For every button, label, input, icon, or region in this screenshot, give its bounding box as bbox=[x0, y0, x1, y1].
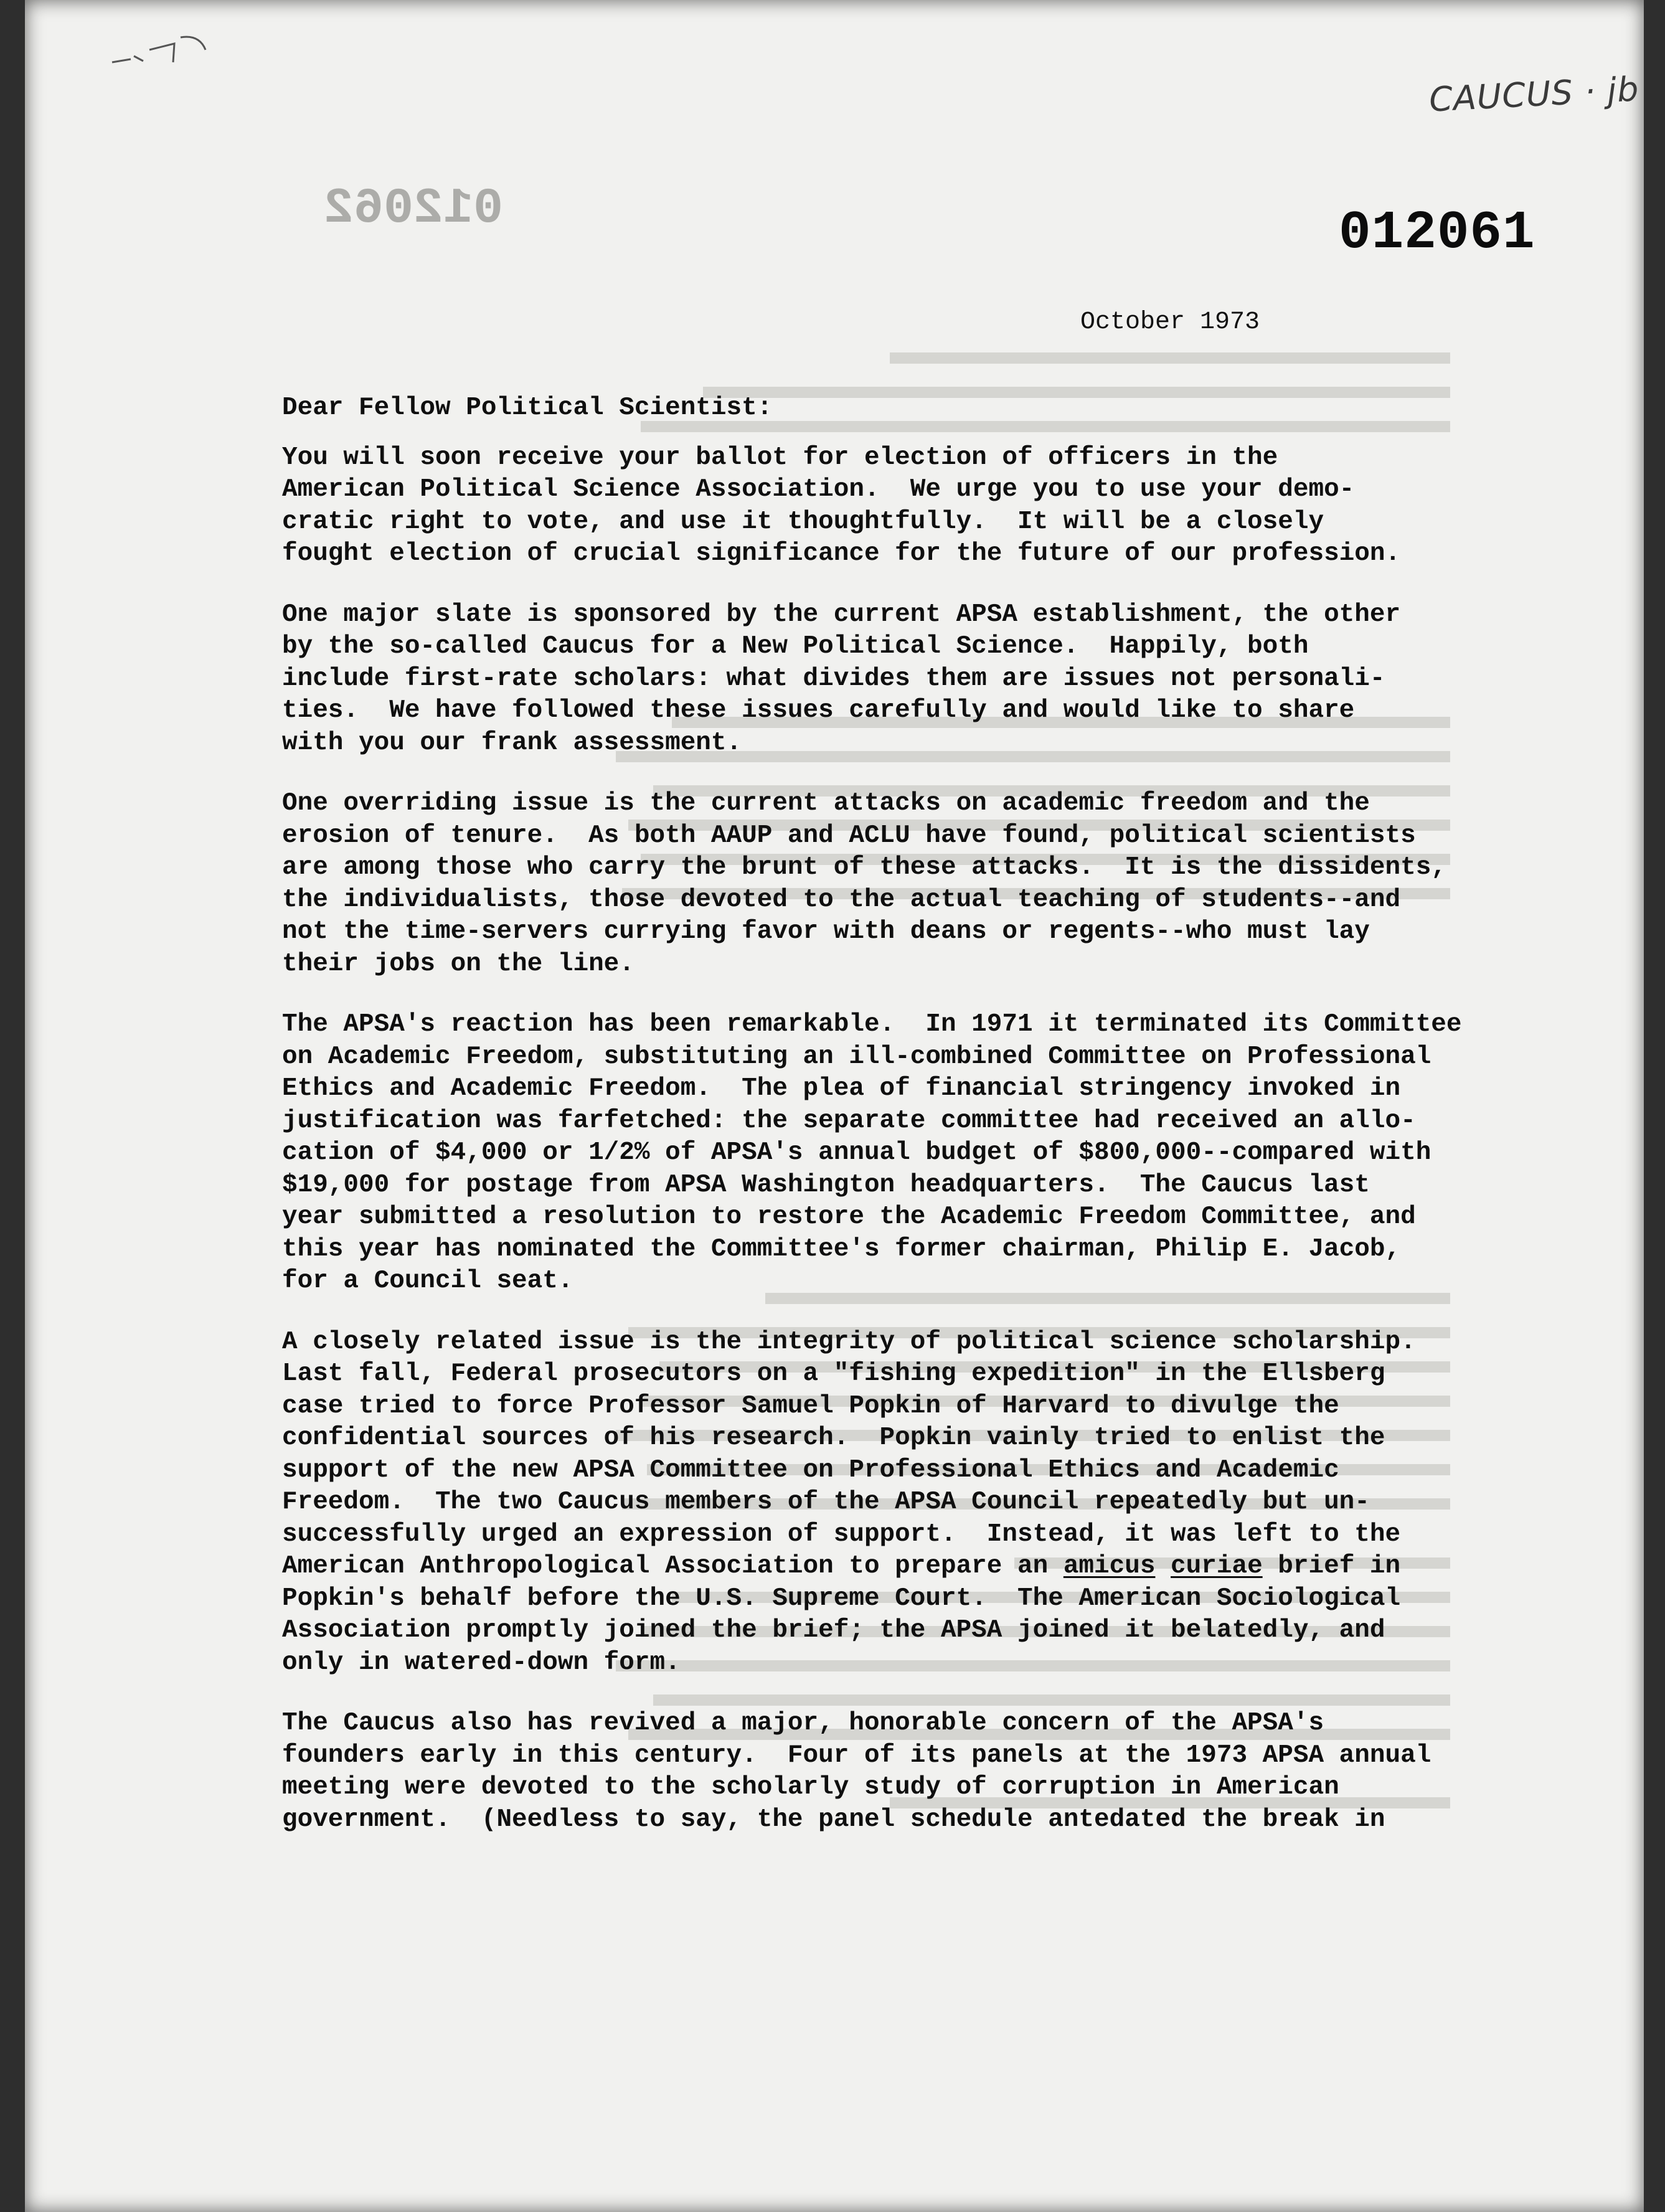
paragraph-line-with-underline bbox=[282, 1551, 1496, 1583]
paragraph-5 bbox=[282, 1326, 1496, 1680]
paragraph-6 bbox=[282, 1708, 1496, 1836]
paragraph-line: with you our frank assessment. bbox=[282, 728, 742, 757]
paragraph-line: justification was farfetched: the separate committee had received an allo- bbox=[282, 1106, 1416, 1135]
paragraph-line: successfully urged an expression of support. Instead, it was left to the bbox=[282, 1520, 1401, 1549]
paragraph-line: only in watered-down form. bbox=[282, 1648, 681, 1677]
paragraph-line: $19,000 for postage from APSA Washington headquarters. The Caucus last bbox=[282, 1170, 1370, 1199]
letter-date: October 1973 bbox=[1080, 308, 1260, 336]
paragraph-line: meeting were devoted to the scholarly study of corruption in American bbox=[282, 1773, 1339, 1802]
paragraph-3 bbox=[282, 788, 1496, 980]
paragraph-line: Last fall, Federal prosecutors on a "fishing expedition" in the Ellsberg bbox=[282, 1359, 1385, 1388]
paragraph-line: year submitted a resolution to restore the Academic Freedom Committee, and bbox=[282, 1203, 1416, 1231]
paragraph-line: this year has nominated the Committee's former chairman, Philip E. Jacob, bbox=[282, 1234, 1401, 1264]
letter-page bbox=[25, 0, 1644, 2212]
salutation: Dear Fellow Political Scientist: bbox=[282, 394, 773, 422]
underlined-term-curiae: curiae bbox=[1171, 1552, 1263, 1581]
paragraph-line: for a Council seat. bbox=[282, 1267, 573, 1295]
paragraph-line: on Academic Freedom, substituting an ill-combined Committee on Professional bbox=[282, 1042, 1432, 1071]
bleed-through-number: 012062 bbox=[324, 181, 504, 237]
paragraph-line: the individualists, those devoted to the actual teaching of students--and bbox=[282, 885, 1401, 914]
underline-prefix: American Anthropological Association to prepare an bbox=[282, 1552, 1064, 1581]
paragraph-line: confidential sources of his research. Popkin vainly tried to enlist the bbox=[282, 1424, 1385, 1452]
paragraph-line: fought election of crucial significance for the future of our profession. bbox=[282, 539, 1401, 568]
paragraph-line: The APSA's reaction has been remarkable. In 1971 it terminated its Committee bbox=[282, 1010, 1462, 1039]
paragraph-line: include first-rate scholars: what divides them are issues not personali- bbox=[282, 664, 1385, 693]
paragraph-line: You will soon receive your ballot for election of officers in the bbox=[282, 443, 1278, 472]
paragraph-line: One overriding issue is the current attacks on academic freedom and the bbox=[282, 789, 1370, 818]
handwritten-file-tag: CAUCUS · jb bbox=[1428, 69, 1640, 120]
underline-gap bbox=[1155, 1552, 1171, 1581]
paragraph-line: by the so-called Caucus for a New Political Science. Happily, both bbox=[282, 632, 1309, 661]
paragraph-line: ties. We have followed these issues carefully and would like to share bbox=[282, 696, 1355, 725]
paragraph-line: Freedom. The two Caucus members of the APSA Council repeatedly but un- bbox=[282, 1488, 1370, 1516]
paragraph-line: their jobs on the line. bbox=[282, 949, 634, 978]
paragraph-line: cratic right to vote, and use it thoughtfully. It will be a closely bbox=[282, 507, 1324, 536]
paragraph-line: founders early in this century. Four of its panels at the 1973 APSA annual bbox=[282, 1741, 1432, 1770]
paragraph-line: cation of $4,000 or 1/2% of APSA's annual budget of $800,000--compared with bbox=[282, 1138, 1432, 1167]
underline-suffix: brief in bbox=[1262, 1552, 1401, 1581]
paragraph-line: are among those who carry the brunt of these attacks. It is the dissidents, bbox=[282, 853, 1446, 882]
paragraph-line: Association promptly joined the brief; the APSA joined it belatedly, and bbox=[282, 1616, 1385, 1645]
paragraph-1 bbox=[282, 442, 1496, 570]
paragraph-line: The Caucus also has revived a major, honorable concern of the APSA's bbox=[282, 1709, 1324, 1737]
paragraph-4 bbox=[282, 1009, 1496, 1298]
paragraph-line: One major slate is sponsored by the current APSA establishment, the other bbox=[282, 600, 1401, 629]
paragraph-line: A closely related issue is the integrity of political science scholarship. bbox=[282, 1327, 1416, 1356]
paragraph-line: erosion of tenure. As both AAUP and ACLU have found, political scientists bbox=[282, 821, 1416, 850]
paragraph-line: government. (Needless to say, the panel schedule antedated the break in bbox=[282, 1805, 1385, 1834]
underlined-term-amicus: amicus bbox=[1063, 1552, 1156, 1581]
paragraph-line: Ethics and Academic Freedom. The plea of financial stringency invoked in bbox=[282, 1074, 1401, 1103]
document-number: 012061 bbox=[1339, 202, 1535, 263]
paragraph-2 bbox=[282, 599, 1496, 760]
corner-pen-mark bbox=[106, 25, 224, 81]
letter-body bbox=[282, 392, 1496, 1865]
paragraph-line: case tried to force Professor Samuel Popkin of Harvard to divulge the bbox=[282, 1391, 1339, 1420]
paragraph-line: not the time-servers currying favor with deans or regents--who must lay bbox=[282, 917, 1370, 946]
paragraph-line: American Political Science Association. We urge you to use your demo- bbox=[282, 475, 1355, 504]
paragraph-line: support of the new APSA Committee on Professional Ethics and Academic bbox=[282, 1455, 1339, 1485]
paragraph-line: Popkin's behalf before the U.S. Supreme Court. The American Sociological bbox=[282, 1584, 1401, 1613]
